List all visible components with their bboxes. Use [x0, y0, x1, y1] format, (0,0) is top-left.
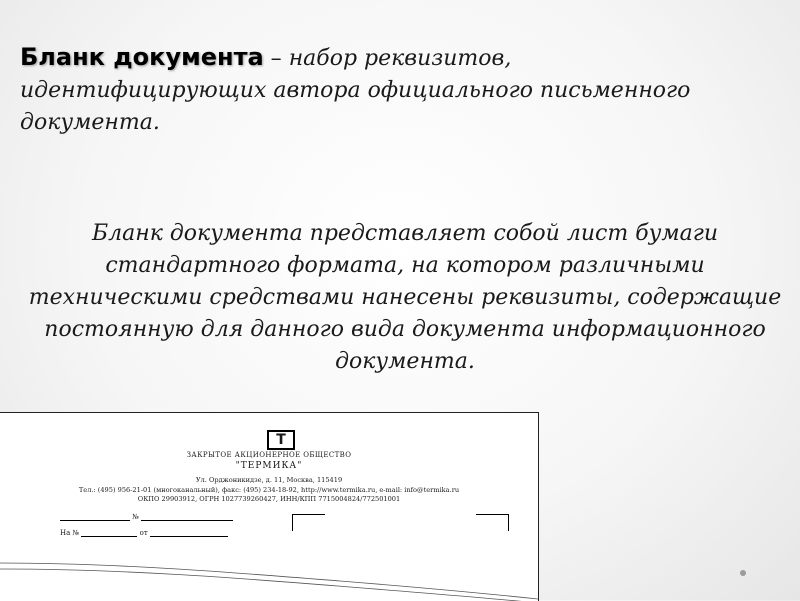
definition-text: набор реквизитов, идентифицирующих автора официального письменного документа.: [20, 46, 691, 135]
org-name: "ТЕРМИКА": [235, 461, 303, 471]
org-codes: ОКПО 29903912, ОГРН 1027739260427, ИНН/КПП 7715004824/772501001: [137, 495, 401, 503]
org-address: Ул. Орджоникидзе, д. 11, Москва, 115419: [195, 476, 343, 484]
org-contacts: Тел.: (495) 956-21-01 (многоканальный), факс: (495) 234-18-92, http://www.termika.ru, e-mail: info@termika.ru: [78, 486, 460, 494]
bullet-dot: [740, 570, 746, 576]
org-type: ЗАКРЫТОЕ АКЦИОНЕРНОЕ ОБЩЕСТВО: [186, 451, 352, 459]
definition-term: Бланк документа: [20, 43, 264, 71]
number-sign: №: [132, 513, 139, 521]
from-label: от: [139, 529, 148, 537]
logo-letter: T: [276, 432, 286, 448]
on-number-label: На №: [60, 529, 80, 537]
definition-paragraph: [20, 40, 760, 139]
wave-line: [0, 569, 538, 601]
document-blank-image: [0, 412, 539, 601]
definition-dash: –: [263, 46, 289, 71]
wave-lines: [0, 413, 538, 601]
description-paragraph: Бланк документа представляет собой лист бумаги стандартного формата, на котором различными техническими средствами нанесены реквизиты, содержащие постоянную для данного вида документа информационного документа.: [28, 221, 782, 374]
